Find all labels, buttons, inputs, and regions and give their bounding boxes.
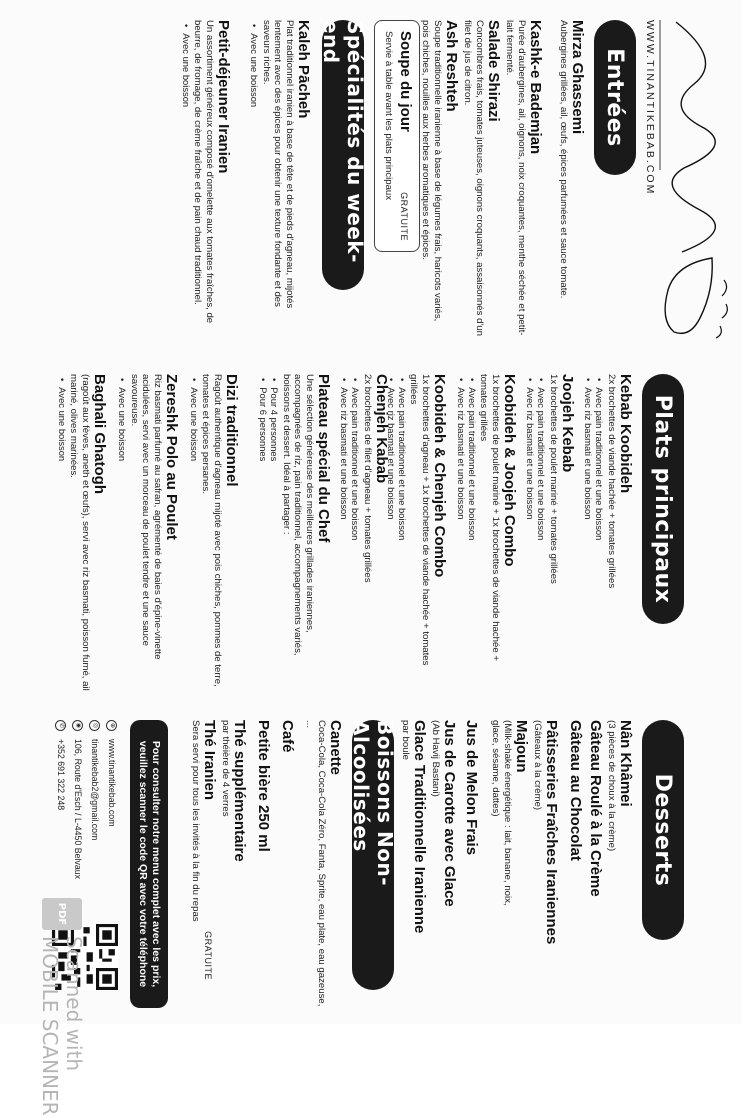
item-option: • Avec une boisson	[250, 24, 261, 340]
menu-item	[279, 720, 296, 1010]
item-desc: Riz basmati parfumé au safran, agrémenté de baies d'épine-vinette acidulées, servi avec un morceau de poulet tendre et une sauce savoureuse.	[129, 374, 163, 660]
menu-item	[490, 720, 530, 1010]
menu-item	[304, 720, 344, 1010]
section-title-plats: Plats principaux	[642, 374, 684, 624]
item-desc: (Gâteaux à la crème)	[532, 720, 543, 811]
brand-logo	[644, 20, 734, 350]
watermark-line-1: Scanned with	[62, 936, 86, 1072]
menu-item	[400, 720, 429, 1010]
item-option: • Avec pain traditionnel et une boisson	[351, 378, 362, 694]
watermark-line-2: MOBILE SCANNER	[38, 936, 62, 1116]
item-name: Majoun	[513, 720, 530, 773]
contact-website[interactable]	[103, 720, 120, 920]
item-option: • Avec riz basmati et une boisson	[340, 378, 351, 694]
item-desc: (3 pièces de choux à la crème)	[606, 720, 617, 852]
menu-item	[220, 720, 249, 1010]
menu-item	[118, 374, 181, 694]
menu-item	[255, 720, 272, 1010]
item-name: Koobideh & Chenjeh Combo	[431, 374, 448, 578]
item-option: • Avec pain traditionnel et une boisson	[397, 378, 408, 694]
menu-item	[386, 374, 448, 694]
menu-item	[558, 20, 587, 340]
item-desc: 2x brochettes de viande hachée + tomates grillées	[606, 374, 617, 589]
free-badge: GRATUITE	[203, 931, 213, 980]
item-option: • Avec une boisson	[189, 378, 200, 694]
panel-plats	[0, 362, 742, 692]
item-desc: Une sélection généreuse des meilleures grillades iraniennes, accompagnées de riz, pain traditionnel, accompagnements variés, boissons et dessert. Idéal à partager :	[281, 374, 315, 656]
menu-item	[189, 374, 240, 694]
item-option: • Avec une boisson	[118, 378, 129, 694]
item-desc: (Ab Havij Bastani)	[430, 720, 441, 797]
item-name: Petite bière 250 ml	[255, 720, 272, 852]
contact-text: tinantikebab2@gmail.com	[90, 739, 100, 841]
menu-item	[504, 20, 544, 340]
item-desc: Aubergines grillées, ail, œufs, épices parfumées et sauce tomate.	[558, 20, 569, 299]
item-option: • Avec riz basmati et une boisson	[386, 378, 397, 694]
item-desc: (Milk-shake énergétique : lait, banane, noix, glace, sésame, dattes)	[490, 720, 513, 906]
item-desc: Concombres frais, tomates juteuses, oignons croquants, assaisonnés d'un filet de jus de citron.	[462, 20, 485, 336]
menu-item	[181, 20, 232, 340]
globe-icon: ⊕	[106, 720, 117, 731]
item-desc: Soupe traditionnelle iranienne à base de légumes frais, haricots variés, pois chiches, nouilles aux herbes aromatiques et épices.	[420, 20, 443, 322]
menu-item	[567, 720, 584, 1010]
contact-text: 106, Route d'Esch / L-4450 Belvaux	[73, 739, 83, 880]
item-name: Nân Khâmei	[617, 720, 634, 807]
brand-url[interactable]: WWW.TINANTIKEBAB.COM	[644, 20, 656, 196]
free-badge: GRATUITE	[399, 192, 409, 241]
instagram-icon: ◎	[89, 720, 100, 731]
item-name: Koobideh & Joojeh Combo	[501, 374, 518, 567]
contact-email[interactable]	[86, 720, 103, 920]
item-name: Petit-déjeuner Iranien	[215, 20, 232, 174]
contact-list	[52, 720, 120, 920]
menu-item	[259, 374, 333, 694]
item-name: Kebab Koobideh	[617, 374, 634, 494]
item-name: Kashk-e Bademjan	[527, 20, 544, 155]
contact-text: www.tinantikebab.com	[107, 739, 117, 827]
menu-item	[584, 374, 635, 694]
item-desc: Plat traditionnel iranien à base de tête et de pieds d'agneau, mijotés lentement avec des épices pour obtenir une texture fondante et des saveurs riches.	[261, 20, 295, 309]
item-name: Zereshk Polo au Poulet	[163, 374, 180, 540]
location-icon: ◉	[72, 720, 83, 731]
item-option: • Avec riz basmati et une boisson	[526, 378, 537, 694]
item-name: Thé Iranien	[201, 720, 218, 801]
panel-entrees	[0, 20, 742, 350]
qr-info-banner: Pour consulter notre menu complet avec les prix, veuillez scanner le code QR avec votre téléphone	[130, 720, 168, 1008]
menu-item	[606, 720, 635, 1010]
item-name: Canette	[327, 720, 344, 776]
the-iranien	[190, 720, 219, 980]
panel-desserts-boissons	[0, 700, 742, 1116]
item-name: Pâtisseries Fraîches Iraniennes	[543, 720, 560, 945]
item-name: Salade Shirazi	[485, 20, 502, 122]
item-name: Dizi traditionnel	[223, 374, 240, 487]
item-option: • Avec pain traditionnel et une boisson	[467, 378, 478, 694]
item-name: Joojeh Kebab	[559, 374, 576, 473]
item-desc: par théière de 4 verres	[220, 720, 231, 817]
menu-item	[430, 720, 459, 1010]
item-option: • Avec riz basmati et une boisson	[584, 378, 595, 694]
item-desc: Coca-Cola, Coca-Cola Zéro, Fanta, Sprite, eau plate, eau gazeuse, ...	[304, 720, 327, 1007]
section-title-weekend: Spécialités du week-end	[322, 20, 364, 290]
item-desc: 2x brochettes de filet d'agneau + tomates grillées	[362, 374, 373, 583]
kebab-hand-logo-icon	[656, 20, 734, 350]
menu-item	[456, 374, 518, 694]
contact-text: +352 691 322 248	[56, 739, 66, 811]
whatsapp-icon: ✆	[55, 720, 66, 731]
item-name: Café	[279, 720, 296, 753]
item-desc: par boule	[400, 720, 411, 761]
menu-item	[420, 20, 460, 340]
item-name: Baghali Ghatogh	[91, 374, 108, 494]
menu-item	[526, 374, 577, 694]
section-title-boissons: Boissons Non-Alcoolisées	[352, 720, 394, 990]
menu-item	[57, 374, 108, 694]
item-name: Jus de Carotte avec Glace	[441, 720, 458, 907]
soupe-du-jour-box	[374, 20, 420, 252]
menu-item	[340, 374, 391, 694]
item-option: • Avec une boisson	[57, 378, 68, 694]
item-name: Mirza Ghassemi	[569, 20, 586, 135]
item-name: Glace Traditionnelle Iranienne	[411, 720, 428, 934]
item-name: Plateau spécial du Chef	[315, 374, 332, 543]
menu-item	[587, 720, 604, 1010]
item-name: Thé supplémentaire	[231, 720, 248, 862]
item-desc: Ragoût authentique d'agneau mijoté avec pois chiches, pommes de terre, tomates et épices persanes.	[200, 374, 223, 687]
item-name: Kaleh Pācheh	[295, 20, 312, 119]
item-name: Gâteau au Chocolat	[567, 720, 584, 861]
item-desc: 1x brochettes de poulet mariné + 1x brochettes de viande hachée + tomates grillées	[478, 374, 501, 661]
item-option: • Pour 6 personnes	[259, 378, 270, 694]
item-desc: Sera servi pour tous les invités à la fin du repas	[190, 720, 201, 922]
soupe-name: Soupe du jour	[397, 31, 414, 132]
item-desc: (ragoût aux fèves, aneth et œufs), servi avec riz basmati, poisson fumé, ail mariné, olives marinées.	[68, 374, 91, 691]
item-option: • Avec pain traditionnel et une boisson	[537, 378, 548, 694]
pdf-icon: PDF	[42, 898, 82, 930]
item-name: Ash Reshteh	[443, 20, 460, 112]
section-title-desserts: Desserts	[642, 720, 684, 940]
item-option: • Avec riz basmati et une boisson	[456, 378, 467, 694]
menu-item	[462, 20, 502, 340]
soupe-desc: Servie à table avant les plats principaux	[383, 31, 394, 201]
contact-address[interactable]	[69, 720, 86, 920]
menu-item	[532, 720, 561, 1010]
item-name: Chenjeh Kabab	[373, 374, 390, 484]
item-option: • Pour 4 personnes	[270, 378, 281, 694]
item-desc: 1x brochettes de poulet mariné + tomates grillées	[548, 374, 559, 584]
item-name: Jus de Melon Frais	[463, 720, 480, 856]
menu-item	[463, 720, 480, 1010]
item-desc: Purée d'aubergines, ail, oignons, noix croquantes, menthe séchée et petit-lait fermenté.	[504, 20, 527, 336]
contact-phone[interactable]	[52, 720, 69, 920]
item-desc: 1x brochettes d'agneau + 1x brochettes de viande hachée + tomates grillées	[408, 374, 431, 666]
item-option: • Avec pain traditionnel et une boisson	[595, 378, 606, 694]
item-name: Gâteau Roulé à la Crème	[587, 720, 604, 897]
item-desc: Un assortiment généreux composé d'omelette aux tomates fraîches, de beurre, de fromage, de crème fraîche et de pain chaud traditionnel.	[192, 20, 215, 324]
menu-item	[250, 20, 313, 340]
section-title-entrees: Entrées	[594, 20, 636, 175]
item-option: • Avec une boisson	[181, 24, 192, 340]
